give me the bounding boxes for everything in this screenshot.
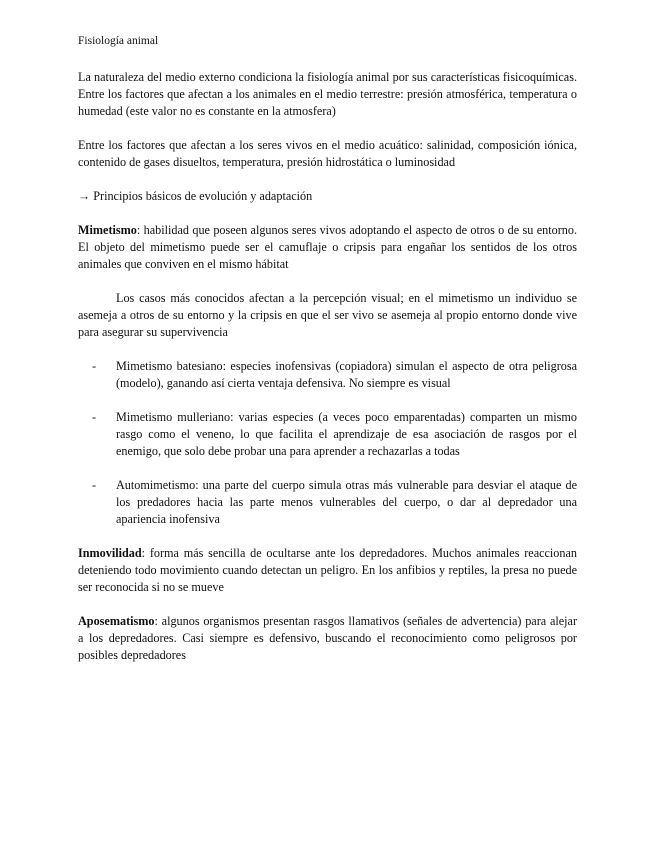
list-item — [78, 409, 577, 460]
section-heading: → Principios básicos de evolución y adaptación — [78, 189, 313, 203]
intro-paragraph-1: La naturaleza del medio externo condiciona la fisiología animal por sus características fisicoquímicas. Entre los factores que afectan a los animales en el medio terrestre: presión atmosférica, temperatura o humedad (este valor no es constante en la atmosfera) — [78, 70, 577, 118]
mimicry-types-list — [78, 358, 577, 528]
document-header: Fisiología animal — [78, 35, 159, 47]
dash-marker: - — [92, 410, 97, 424]
inmovilidad-term: Inmovilidad — [78, 546, 142, 560]
mimetismo-definition: : habilidad que poseen algunos seres vivos adoptando el aspecto de otros o de su entorno. El objeto del mimetismo puede ser el camuflaje o cripsis para engañar los sentidos de los otros animales que conviven en el mismo hábitat — [78, 223, 577, 271]
list-item — [78, 358, 577, 392]
aposematismo-paragraph — [78, 613, 577, 664]
inmovilidad-definition: : forma más sencilla de ocultarse ante los depredadores. Muchos animales reaccionan deteniendo todo movimiento cuando detectan un peligro. En los anfibios y reptiles, la presa no puede ser reconocida si no se mueve — [78, 546, 577, 594]
dash-marker: - — [92, 478, 97, 492]
inmovilidad-paragraph — [78, 545, 577, 596]
list-item-text: Mimetismo batesiano: especies inofensivas (copiadora) simulan el aspecto de otra peligrosa (modelo), ganando así cierta ventaja defensiva. No siempre es visual — [116, 359, 577, 390]
list-item-text: Mimetismo mulleriano: varias especies (a veces poco emparentadas) comparten un mismo rasgo como el veneno, lo que facilita el aprendizaje de esa asociación de rasgos por el enemigo, que solo debe probar una para aprender a rechazarlas a todas — [116, 410, 577, 458]
mimetismo-detail-paragraph: Los casos más conocidos afectan a la percepción visual; en el mimetismo un individuo se asemeja a otros de su entorno y la cripsis en que el ser vivo se asemeja al propio entorno donde vive para asegurar su supervivencia — [78, 291, 577, 339]
dash-marker: - — [92, 359, 97, 373]
list-item — [78, 477, 577, 528]
mimetismo-term: Mimetismo — [78, 223, 137, 237]
list-item-text: Automimetismo: una parte del cuerpo simula otras más vulnerable para desviar el ataque de los predadores hacia las parte menos vulnerables del cuerpo, o dar al depredador una apariencia inofensiva — [116, 478, 577, 526]
aposematismo-definition: : algunos organismos presentan rasgos llamativos (señales de advertencia) para alejar a los depredadores. Casi siempre es defensivo, buscando el reconocimiento como peligrosos por posibles depredadores — [78, 614, 577, 662]
aposematismo-term: Aposematismo — [78, 614, 155, 628]
intro-paragraph-2: Entre los factores que afectan a los seres vivos en el medio acuático: salinidad, composición iónica, contenido de gases disueltos, temperatura, presión hidrostática o luminosidad — [78, 138, 577, 169]
mimetismo-paragraph — [78, 222, 577, 273]
